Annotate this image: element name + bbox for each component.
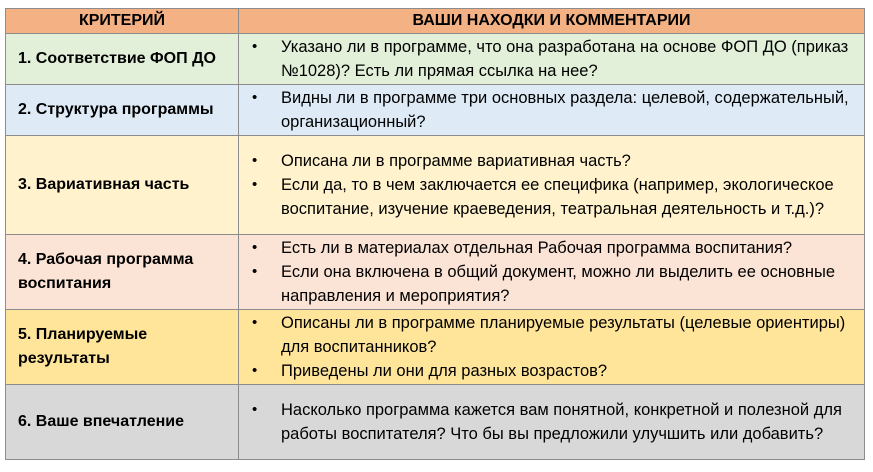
bullet-text: Есть ли в материалах отдельная Рабочая программа воспитания? (281, 239, 793, 257)
notes-cell (239, 385, 865, 460)
notes-cell (239, 85, 865, 136)
table-row (6, 235, 865, 310)
bullet-icon: • (252, 89, 258, 106)
bullet-icon: • (252, 362, 258, 379)
bullet-icon: • (252, 38, 258, 55)
bullet-text: Видны ли в программе три основных раздела: целевой, содержательный, организационный? (281, 89, 849, 131)
table-row (6, 34, 865, 85)
criteria-table (5, 8, 865, 460)
criterion-cell: 3. Вариативная часть (6, 136, 239, 235)
list-item (243, 173, 856, 221)
list-item (243, 311, 856, 359)
bullet-text: Указано ли в программе, что она разработана на основе ФОП ДО (приказ №1028)? Есть ли прямая ссылка на нее? (281, 38, 849, 80)
bullet-icon: • (252, 314, 258, 331)
table-row (6, 385, 865, 460)
bullet-icon: • (252, 176, 258, 193)
list-item (243, 398, 856, 446)
bullet-list (243, 398, 856, 446)
table-row (6, 136, 865, 235)
bullet-list (243, 86, 856, 134)
bullet-list (243, 236, 856, 308)
bullet-list (243, 311, 856, 383)
list-item (243, 86, 856, 134)
list-item (243, 260, 856, 308)
criterion-cell: 4. Рабочая программа воспитания (6, 235, 239, 310)
list-item (243, 236, 856, 260)
bullet-text: Приведены ли они для разных возрастов? (281, 362, 608, 380)
bullet-list (243, 149, 856, 221)
bullet-icon: • (252, 239, 258, 256)
bullet-text: Описаны ли в программе планируемые результаты (целевые ориентиры) для воспитанников? (281, 314, 846, 356)
bullet-icon: • (252, 152, 258, 169)
bullet-icon: • (252, 263, 258, 280)
criterion-cell: 2. Структура программы (6, 85, 239, 136)
notes-cell (239, 136, 865, 235)
criterion-cell: 6. Ваше впечатление (6, 385, 239, 460)
bullet-text: Описана ли в программе вариативная часть? (281, 152, 631, 170)
notes-cell (239, 310, 865, 385)
bullet-icon: • (252, 401, 258, 418)
bullet-text: Если она включена в общий документ, можно ли выделить ее основные направления и мероприятия? (281, 263, 836, 305)
header-row (6, 9, 865, 34)
bullet-text: Если да, то в чем заключается ее специфика (например, экологическое воспитание, изучение краеведения, театральная деятельность и т.д.)? (281, 176, 834, 218)
bullet-text: Насколько программа кажется вам понятной, конкретной и полезной для работы воспитателя? Что бы вы предложили улучшить или добавить? (281, 401, 842, 443)
header-criteria: КРИТЕРИЙ (6, 9, 239, 34)
criterion-cell: 1. Соответствие ФОП ДО (6, 34, 239, 85)
criterion-cell: 5. Планируемые результаты (6, 310, 239, 385)
notes-cell (239, 235, 865, 310)
bullet-list (243, 35, 856, 83)
table-row (6, 310, 865, 385)
table-row (6, 85, 865, 136)
list-item (243, 35, 856, 83)
notes-cell (239, 34, 865, 85)
list-item (243, 149, 856, 173)
header-comments: ВАШИ НАХОДКИ И КОММЕНТАРИИ (239, 9, 865, 34)
list-item (243, 359, 856, 383)
